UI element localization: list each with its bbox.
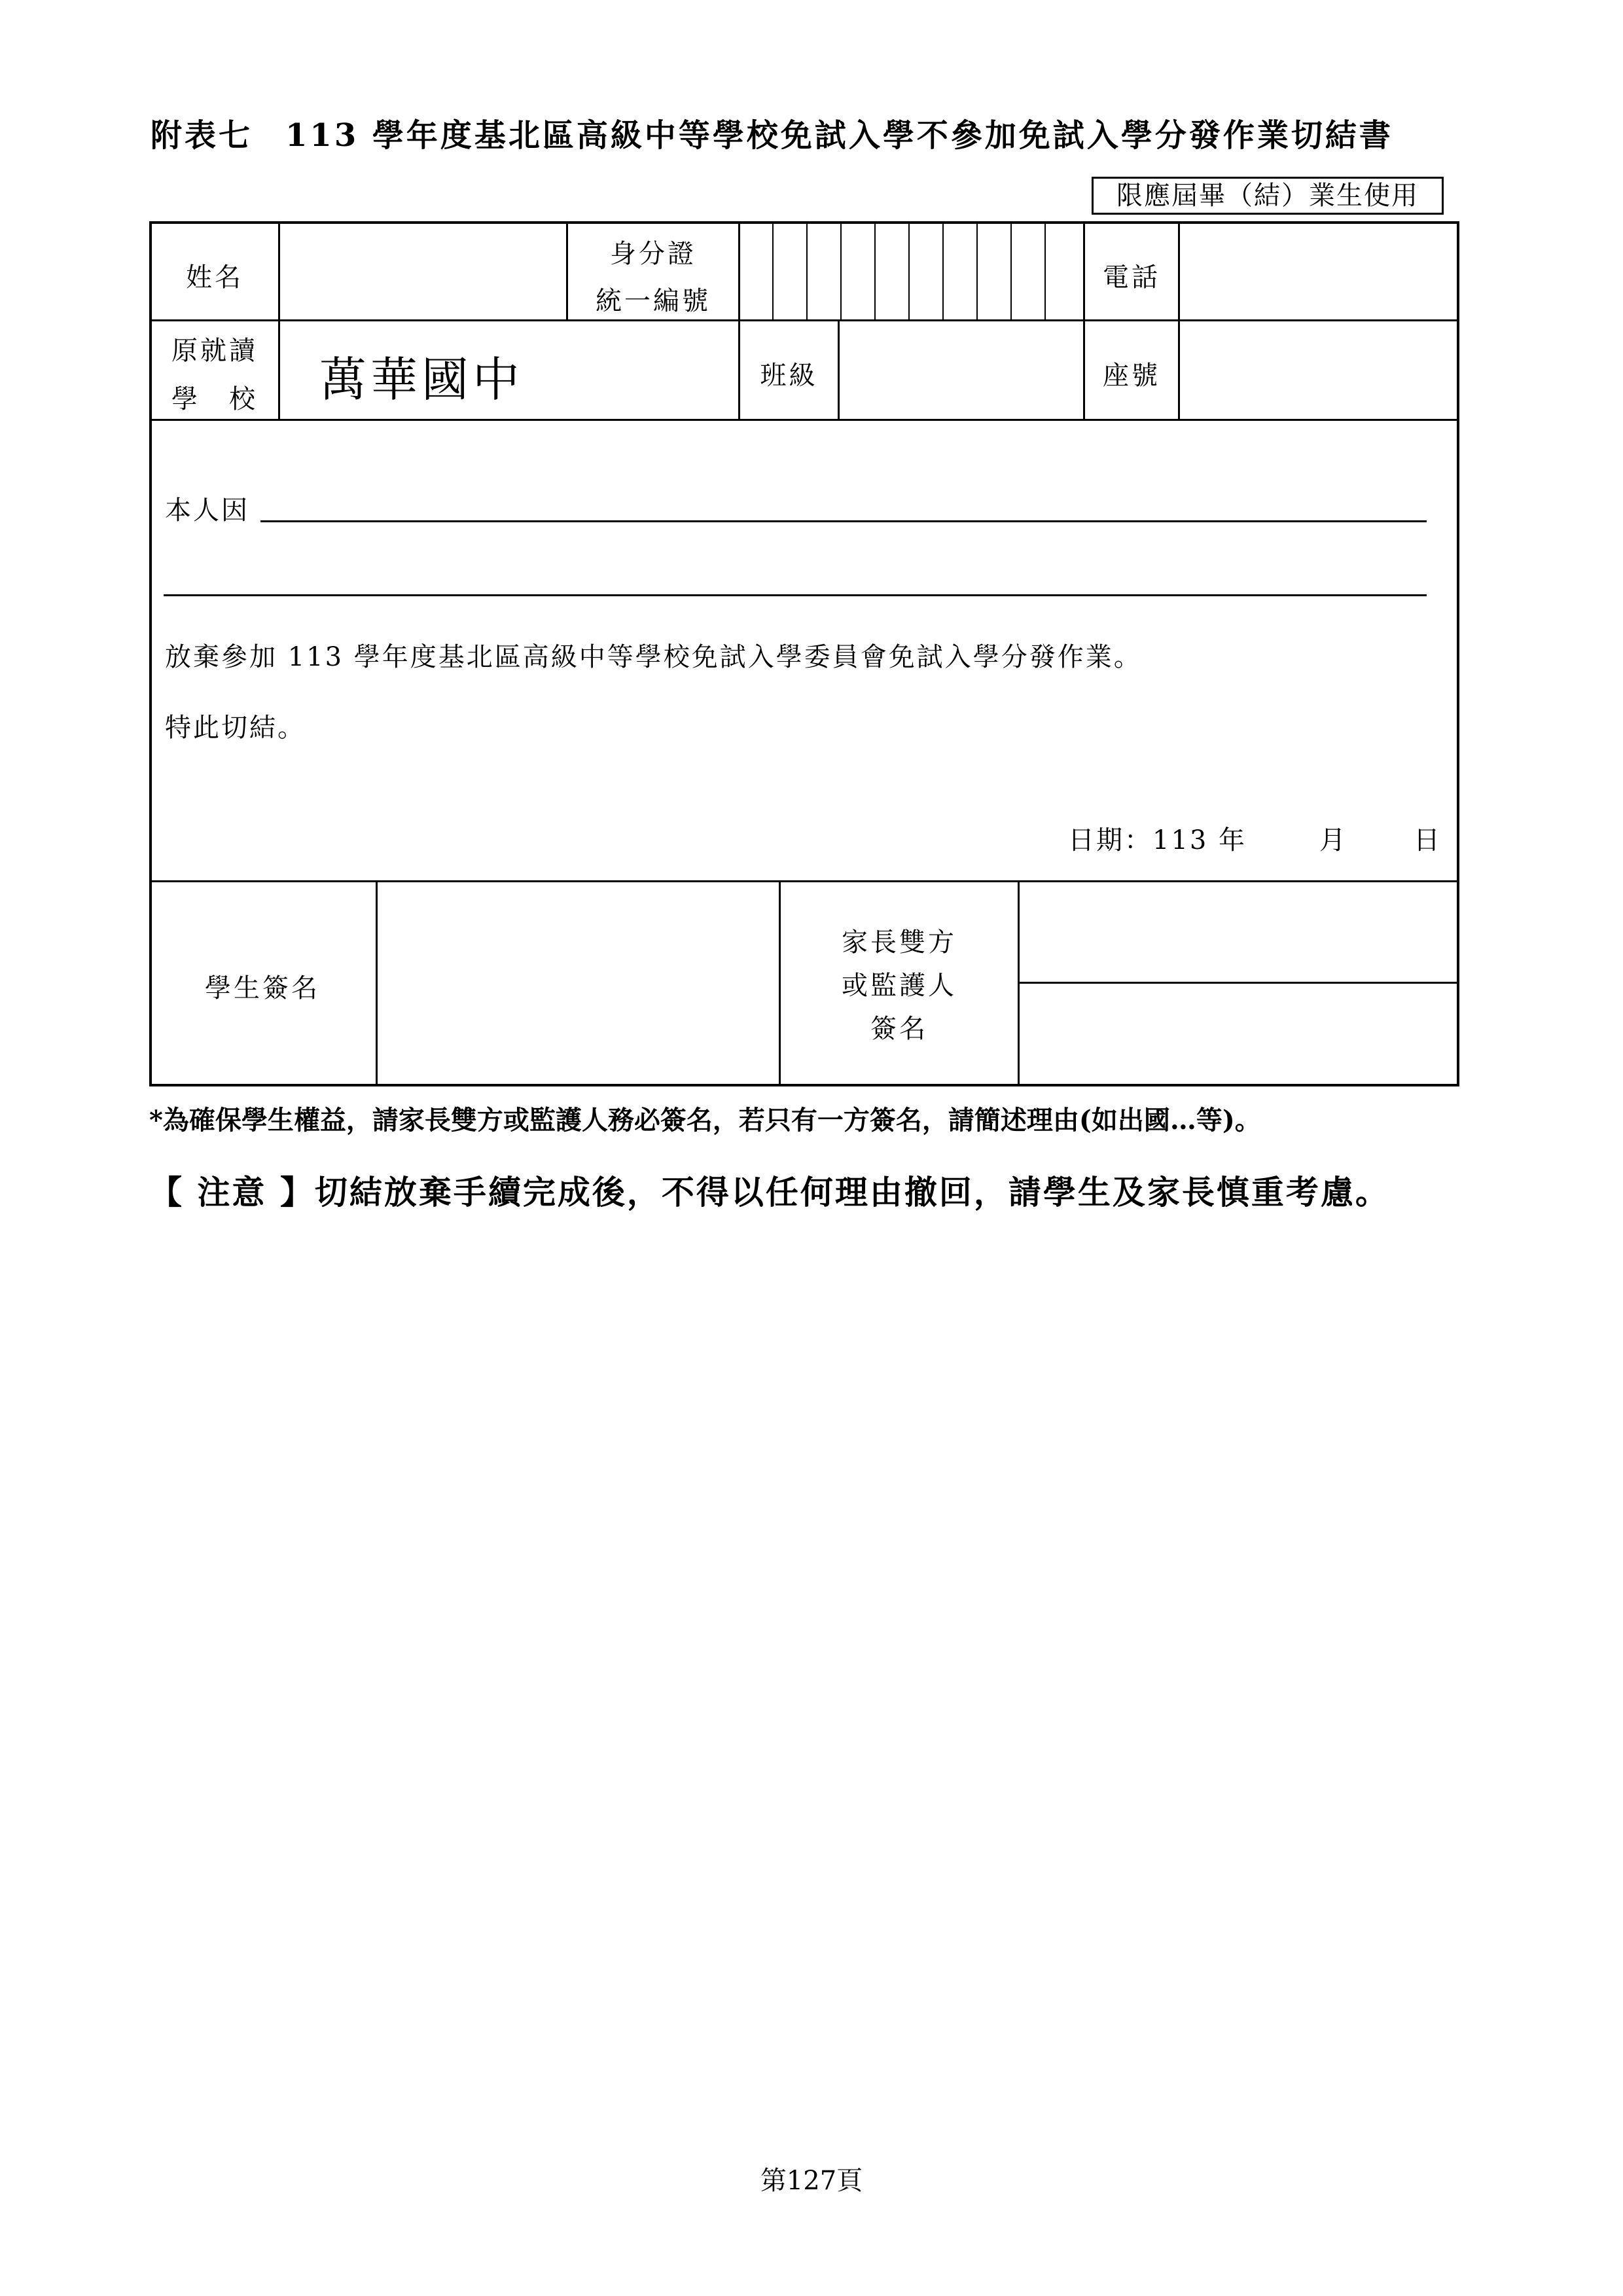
page-number: 第127頁: [760, 2166, 863, 2196]
statement-text: 放棄參加 113 學年度基北區高級中等學校免試入學委員會免試入學分發作業。: [165, 642, 1142, 672]
parent-sign-label-line2: 或監護人: [842, 971, 957, 1001]
class-field[interactable]: [840, 321, 1083, 419]
restriction-label: 限應屆畢（結）業生使用: [1092, 177, 1444, 215]
phone-field[interactable]: [1180, 223, 1457, 319]
appendix-label: 附表七: [151, 117, 253, 154]
id-label-line2: 統一編號: [596, 286, 711, 316]
date-month: 月: [1319, 825, 1347, 855]
seat-field[interactable]: [1180, 321, 1457, 419]
school-label-line1: 原就讀: [171, 336, 258, 366]
student-sign-field[interactable]: [378, 882, 779, 1084]
affirm-text: 特此切結。: [165, 713, 306, 743]
reason-prefix: 本人因: [165, 495, 249, 526]
parent-sign-label-line3: 簽名: [870, 1014, 928, 1044]
date-label: 日期：113 年: [1068, 825, 1247, 855]
student-sign-label: 學生簽名: [205, 973, 320, 1003]
warning-text: 【 注意 】切結放棄手續完成後，不得以任何理由撤回，請學生及家長慎重考慮。: [149, 1173, 1390, 1211]
reason-line-2[interactable]: [164, 594, 1427, 596]
parent-sign-field-2[interactable]: [1020, 984, 1457, 1084]
signature-note: *為確保學生權益，請家長雙方或監護人務必簽名，若只有一方簽名，請簡述理由(如出國…等)。: [149, 1105, 1261, 1136]
title-text: 113 學年度基北區高級中等學校免試入學不參加免試入學分發作業切結書: [285, 117, 1393, 154]
row-divider: [149, 419, 1459, 421]
parent-sign-label-line1: 家長雙方: [842, 927, 957, 958]
parent-sign-field-1[interactable]: [1020, 882, 1457, 982]
name-field[interactable]: [280, 223, 566, 319]
reason-line-1[interactable]: [260, 520, 1427, 522]
seat-label: 座號: [1103, 361, 1160, 391]
school-label-line2: 學 校: [171, 384, 258, 414]
phone-label: 電話: [1103, 262, 1160, 293]
document-title: [151, 110, 1538, 155]
date-day: 日: [1414, 825, 1442, 855]
class-label: 班級: [760, 361, 818, 391]
name-label: 姓名: [186, 262, 243, 293]
school-value: 萬華國中: [319, 352, 524, 407]
id-label-line1: 身分證: [610, 239, 696, 269]
id-number-field[interactable]: [740, 223, 1083, 319]
